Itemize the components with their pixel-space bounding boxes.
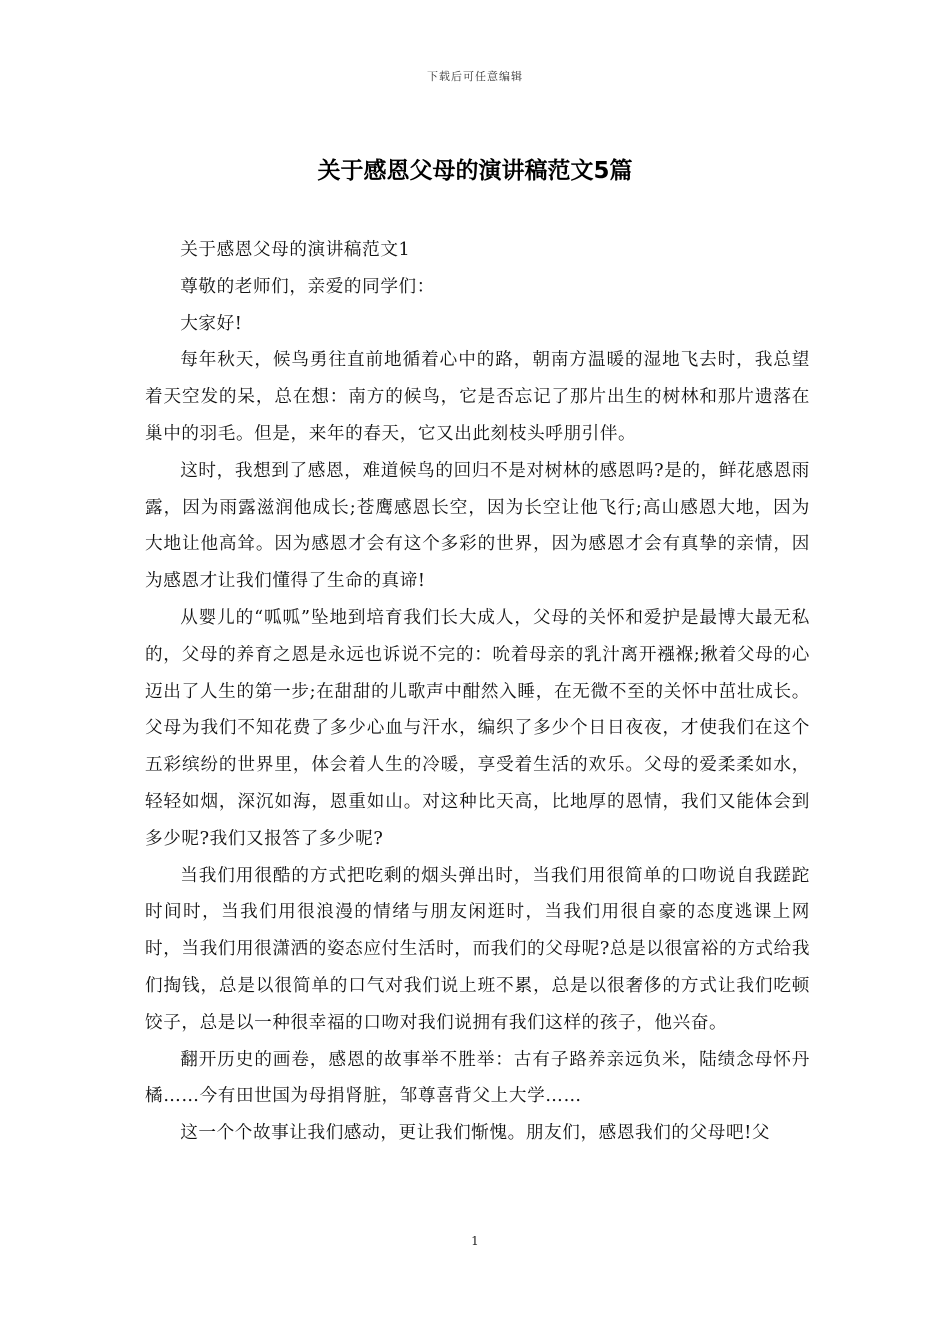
body-paragraph: 这时，我想到了感恩，难道候鸟的回归不是对树林的感恩吗?是的，鲜花感恩雨露，因为雨露滋润他成长;苍鹰感恩长空，因为长空让他飞行;高山感恩大地，因为大地让他高耸。因为感恩才会有这个多彩的世界，因为感恩才会有真挚的亲情，因为感恩才让我们懂得了生命的真谛! — [145, 460, 810, 592]
body-paragraph: 当我们用很酷的方式把吃剩的烟头弹出时，当我们用很简单的口吻说自我蹉跎时间时，当我们用很浪漫的情绪与朋友闲逛时，当我们用很自豪的态度逃课上网时，当我们用很潇洒的姿态应付生活时，而我们的父母呢?总是以很富裕的方式给我们掏钱，总是以很简单的口气对我们说上班不累，总是以很奢侈的方式让我们吃顿饺子，总是以一种很幸福的口吻对我们说拥有我们这样的孩子，他兴奋。 — [145, 865, 811, 1033]
header-note: 下载后可任意编辑 — [427, 70, 523, 83]
page-number: 1 — [471, 1234, 479, 1248]
body-paragraph: 翻开历史的画卷，感恩的故事举不胜举：古有子路养亲远负米，陆绩念母怀丹橘……今有田世国为母捐肾脏，邹尊喜背父上大学…… — [145, 1049, 810, 1107]
greeting-paragraph: 大家好! — [180, 313, 243, 334]
salutation-paragraph: 尊敬的老师们，亲爱的同学们： — [180, 276, 435, 297]
body-paragraph: 每年秋天，候鸟勇往直前地循着心中的路，朝南方温暖的湿地飞去时，我总望着天空发的呆，总在想：南方的候鸟，它是否忘记了那片出生的树林和那片遗落在巢中的羽毛。但是，来年的春天，它又出此刻枝头呼朋引伴。 — [145, 350, 810, 444]
body-paragraph: 从婴儿的“呱呱”坠地到培育我们长大成人，父母的关怀和爱护是最博大最无私的，父母的养育之恩是永远也诉说不完的：吮着母亲的乳汁离开襁褓;揪着父母的心迈出了人生的第一步;在甜甜的儿歌声中酣然入睡，在无微不至的关怀中茁壮成长。父母为我们不知花费了多少心血与汗水，编织了多少个日日夜夜，才使我们在这个五彩缤纷的世界里，体会着人生的冷暖，享受着生活的欢乐。父母的爱柔柔如水，轻轻如烟，深沉如海，恩重如山。对这种比天高，比地厚的恩情，我们又能体会到多少呢?我们又报答了多少呢? — [145, 607, 810, 849]
document-title: 关于感恩父母的演讲稿范文5篇 — [317, 158, 633, 184]
body-paragraph: 这一个个故事让我们感动，更让我们惭愧。朋友们，感恩我们的父母吧!父 — [180, 1123, 771, 1144]
subtitle-paragraph: 关于感恩父母的演讲稿范文1 — [180, 240, 411, 260]
document-body — [145, 232, 810, 1152]
